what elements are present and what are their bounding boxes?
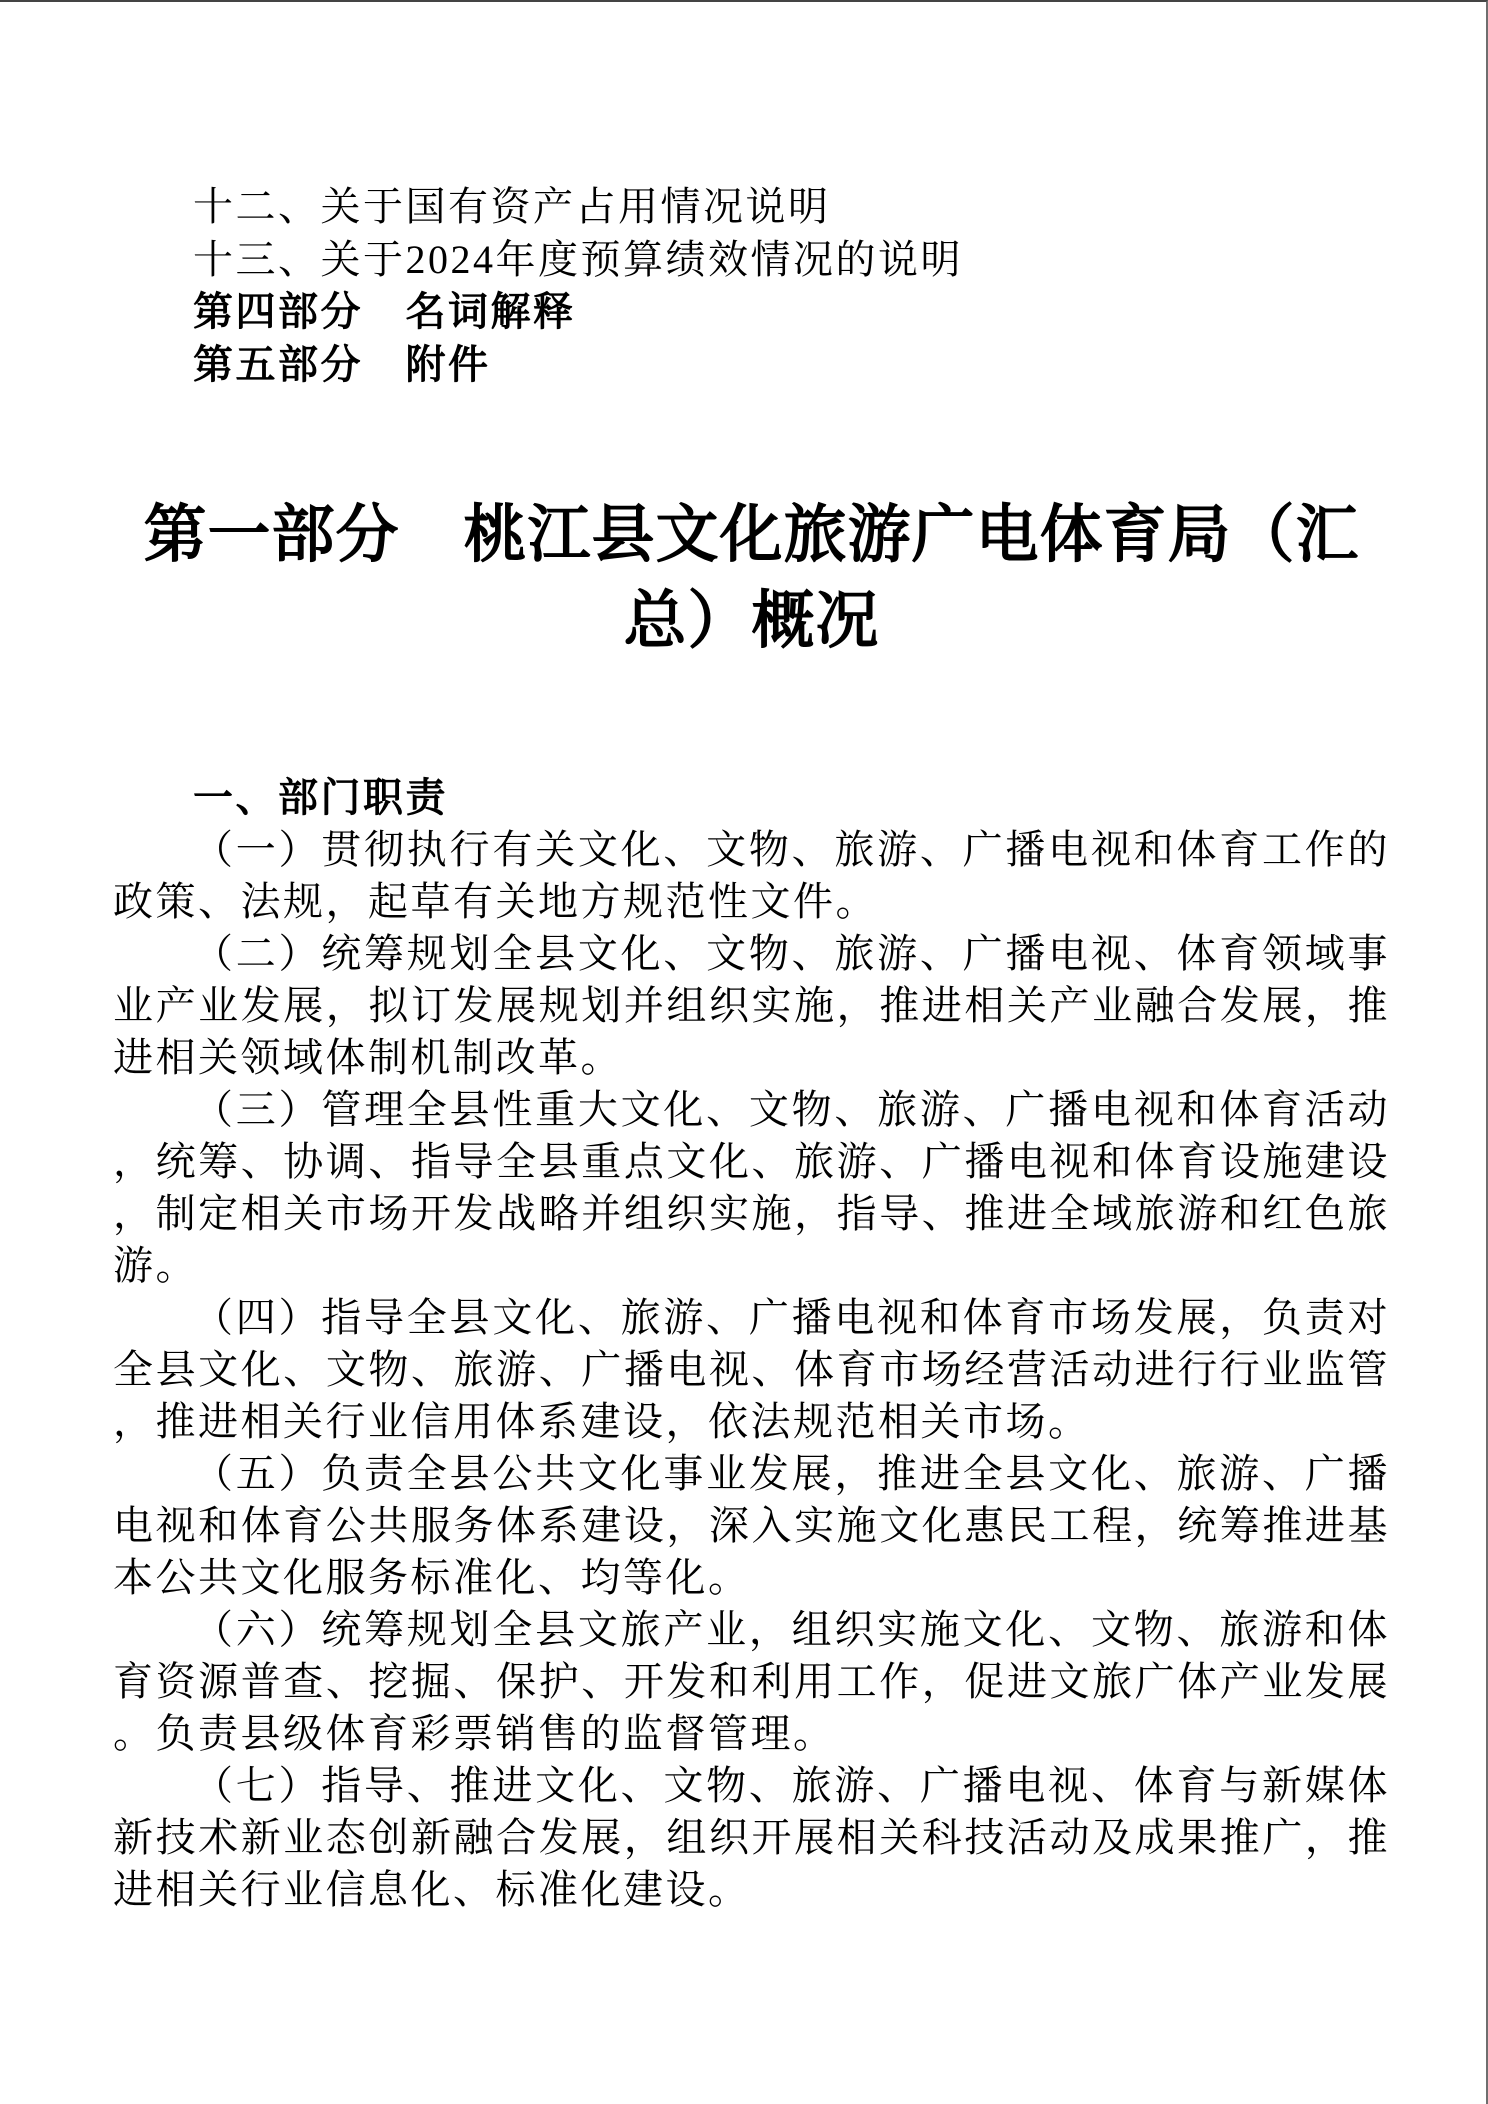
page-content xyxy=(113,2,1390,1916)
duty-paragraph-6: （六）统筹规划全县文旅产业，组织实施文化、文物、旅游和体育资源普查、挖掘、保护、开发和利用工作，促进文旅广体产业发展。负责县级体育彩票销售的监督管理。 xyxy=(113,1607,1390,1756)
duty-paragraph-7: （七）指导、推进文化、文物、旅游、广播电视、体育与新媒体新技术新业态创新融合发展，组织开展相关科技活动及成果推广，推进相关行业信息化、标准化建设。 xyxy=(113,1763,1390,1912)
duty-paragraph-5: （五）负责全县公共文化事业发展，推进全县文化、旅游、广播电视和体育公共服务体系建设，深入实施文化惠民工程，统筹推进基本公共文化服务标准化、均等化。 xyxy=(113,1451,1390,1600)
duty-paragraph-1: （一）贯彻执行有关文化、文物、旅游、广播电视和体育工作的政策、法规，起草有关地方规范性文件。 xyxy=(113,827,1390,924)
toc-item: 十三、关于2024年度预算绩效情况的说明 xyxy=(193,237,963,282)
duties-body xyxy=(113,824,1390,1916)
part-title: 第一部分 桃江县文化旅游广电体育局（汇总）概况 xyxy=(143,500,1360,656)
table-of-contents-tail xyxy=(113,2,1390,392)
duty-paragraph-4: （四）指导全县文化、旅游、广播电视和体育市场发展，负责对全县文化、文物、旅游、广播电视、体育市场经营活动进行行业监管，推进相关行业信用体系建设，依法规范相关市场。 xyxy=(113,1295,1390,1444)
duty-paragraph-3: （三）管理全县性重大文化、文物、旅游、广播电视和体育活动，统筹、协调、指导全县重点文化、旅游、广播电视和体育设施建设，制定相关市场开发战略并组织实施，指导、推进全域旅游和红色旅游。 xyxy=(113,1087,1390,1288)
toc-item-part-four: 第四部分 名词解释 xyxy=(193,290,576,334)
duty-paragraph-2: （二）统筹规划全县文化、文物、旅游、广播电视、体育领域事业产业发展，拟订发展规划并组织实施，推进相关产业融合发展，推进相关领域体制机制改革。 xyxy=(113,931,1390,1080)
toc-item: 十二、关于国有资产占用情况说明 xyxy=(193,184,831,229)
toc-item-part-five: 第五部分 附件 xyxy=(193,343,491,387)
section-heading: 一、部门职责 xyxy=(193,776,448,820)
